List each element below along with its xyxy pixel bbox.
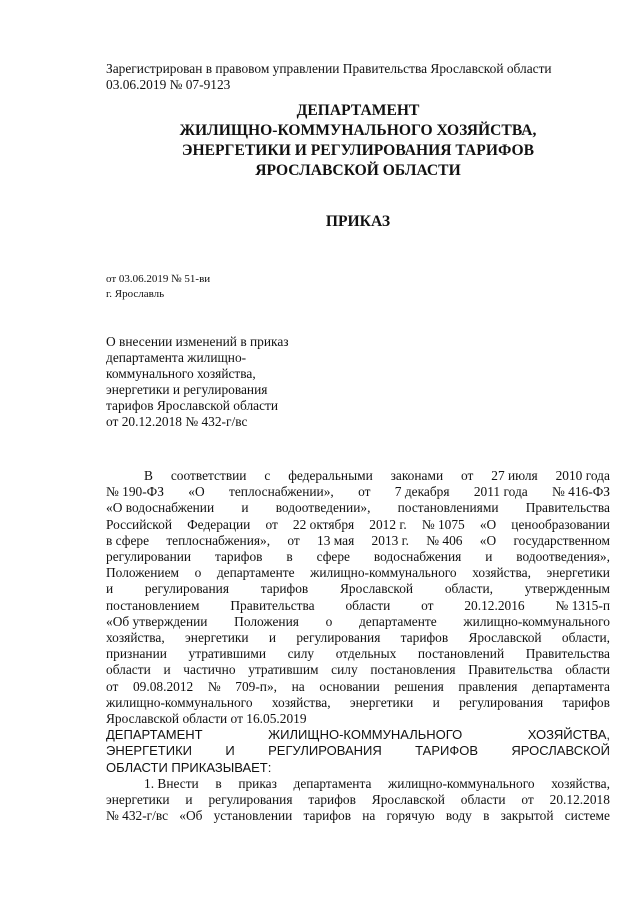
word: закрытой: [500, 808, 554, 824]
word: о: [325, 613, 333, 629]
word: хозяйства,: [551, 775, 610, 791]
text-line: [106, 581, 610, 597]
word: № 416-ФЗ: [552, 484, 610, 500]
word: силу: [331, 662, 358, 678]
word: ЯРОСЛАВСКОЙ: [511, 743, 610, 759]
word: ЭНЕРГЕТИКИ: [106, 743, 192, 759]
word: Ярославской: [340, 581, 414, 597]
word: на: [291, 678, 305, 694]
order-meta: [106, 272, 210, 302]
word: департамента: [293, 775, 372, 791]
word: И: [225, 743, 235, 759]
word: в: [215, 775, 222, 791]
subject-line: энергетики и регулирования: [106, 382, 268, 397]
decree-statement: [106, 727, 610, 759]
text-line: [106, 646, 610, 662]
text-line: [106, 468, 610, 484]
word: с: [264, 468, 271, 483]
word: ЖИЛИЩНО-КОММУНАЛЬНОГО: [268, 727, 463, 743]
word: «О: [479, 516, 497, 532]
word: тарифов: [303, 808, 352, 824]
word: в: [286, 549, 293, 565]
word: 1. Внести: [144, 775, 199, 791]
word: «О: [479, 532, 497, 548]
word: постановления: [370, 662, 456, 678]
word: постановлений: [417, 646, 505, 662]
registration-stamp: [106, 61, 626, 93]
word: от: [265, 516, 278, 532]
word: от: [287, 532, 300, 548]
word: теплоснабжении»,: [229, 484, 334, 500]
word: тарифов: [214, 549, 263, 565]
word: 2010 года: [555, 468, 610, 483]
word: 27 июля: [491, 468, 538, 483]
word: водоотведении»,: [275, 500, 371, 516]
text-line: [106, 484, 610, 500]
department-header: [106, 101, 610, 181]
word: и: [432, 694, 440, 710]
word: области: [345, 597, 391, 613]
word: Ярославской: [371, 792, 445, 808]
word: № 406: [426, 532, 463, 548]
word: № 432-г/вс: [106, 808, 169, 824]
word: области,: [561, 630, 610, 646]
word: приказ: [238, 775, 277, 791]
word: сфере: [316, 549, 350, 565]
word: области: [106, 662, 151, 678]
text-line: [106, 792, 610, 808]
word: Правительства: [525, 500, 610, 516]
word: и: [485, 549, 493, 565]
word: Правительства: [468, 662, 553, 678]
word: 2011 года: [473, 484, 528, 500]
word: № 1075: [421, 516, 465, 532]
word: области,: [444, 581, 493, 597]
word: жилищно-коммунального: [388, 775, 535, 791]
word: Положением: [106, 565, 180, 581]
word: правления: [458, 678, 518, 694]
order-subject: [106, 334, 356, 430]
word: утратившими: [188, 646, 266, 662]
text-line: [106, 598, 610, 614]
word: основании: [319, 678, 380, 694]
word: системе: [564, 808, 610, 824]
word: Ярославской: [468, 630, 542, 646]
subject-line: коммунального хозяйства,: [106, 366, 256, 381]
text-line: [106, 630, 610, 646]
word: 7 декабря: [394, 484, 450, 500]
text-line: [106, 533, 610, 549]
word: 22 октября: [292, 516, 355, 532]
word: федеральными: [288, 468, 373, 483]
item-1-paragraph: [106, 776, 610, 825]
order-title: ПРИКАЗ: [325, 213, 391, 230]
word: Российской: [106, 516, 172, 532]
word: «О: [188, 484, 205, 500]
word: на: [362, 808, 376, 824]
word: регулирования: [296, 630, 381, 646]
word: и: [185, 792, 193, 808]
text-line: [106, 517, 610, 533]
word: области: [460, 792, 506, 808]
word: хозяйства,: [271, 694, 331, 710]
word: энергетики: [546, 565, 610, 581]
word: №: [207, 678, 221, 694]
subject-line: тарифов Ярославской области: [106, 398, 279, 413]
word: тарифов: [260, 581, 309, 597]
text-line: [106, 808, 610, 824]
word: «О водоснабжении: [106, 500, 215, 516]
word: установлении: [213, 808, 293, 824]
department-line: ЖИЛИЩНО-КОММУНАЛЬНОГО ХОЗЯЙСТВА,: [179, 122, 537, 139]
text-line: [106, 614, 610, 630]
word: и: [241, 500, 249, 516]
word: водоотведения»,: [516, 549, 610, 565]
order-date-number: от 03.06.2019 № 51-ви: [106, 273, 211, 285]
word: области: [565, 662, 610, 678]
word: жилищно-коммунального: [106, 694, 253, 710]
word: департаменте: [358, 613, 437, 629]
word: тарифов: [308, 792, 356, 808]
word: «Об: [179, 808, 203, 824]
decree-last-line: ОБЛАСТИ ПРИКАЗЫВАЕТ:: [106, 759, 272, 775]
order-body: [106, 468, 610, 824]
preamble-paragraph: [106, 468, 610, 711]
word: в сфере: [106, 532, 150, 548]
word: хозяйства,: [106, 630, 165, 646]
word: жилищно-коммунального: [463, 613, 610, 629]
registration-number: 03.06.2019 № 07-9123: [106, 77, 231, 92]
word: Правительства: [525, 646, 610, 662]
word: признании: [106, 646, 167, 662]
word: отдельных: [335, 646, 397, 662]
word: от: [521, 792, 534, 808]
text-line: [106, 500, 610, 516]
preamble-last-line: Ярославской области от 16.05.2019: [106, 711, 307, 727]
text-line: [106, 679, 610, 695]
word: энергетики: [106, 792, 170, 808]
subject-line: от 20.12.2018 № 432-г/вс: [106, 414, 248, 429]
word: ценообразовании: [511, 516, 610, 532]
word: В: [144, 468, 153, 483]
word: от: [421, 597, 434, 613]
word: департаменте: [216, 565, 295, 581]
word: регулирования: [144, 581, 229, 597]
word: № 1315-п: [555, 597, 610, 613]
department-line: ЯРОСЛАВСКОЙ ОБЛАСТИ: [255, 162, 461, 179]
word: решения: [394, 678, 444, 694]
word: в: [483, 808, 490, 824]
word: теплоснабжения»,: [166, 532, 271, 548]
department-line: ЭНЕРГЕТИКИ И РЕГУЛИРОВАНИЯ ТАРИФОВ: [181, 142, 535, 159]
word: государственном: [513, 532, 610, 548]
word: о: [194, 565, 202, 581]
text-line: [106, 662, 610, 678]
department-line: ДЕПАРТАМЕНТ: [296, 102, 420, 119]
word: регулирования: [208, 792, 293, 808]
word: № 190-ФЗ: [106, 484, 164, 500]
word: ТАРИФОВ: [415, 743, 479, 759]
text-line: [106, 743, 610, 759]
word: департамента: [532, 678, 610, 694]
word: жилищно-коммунального: [310, 565, 457, 581]
order-city: г. Ярославль: [106, 288, 165, 300]
word: 2013 г.: [371, 532, 410, 548]
subject-line: департамента жилищно-: [106, 350, 247, 365]
word: «Об утверждении: [106, 613, 208, 629]
word: утвержденным: [524, 581, 610, 597]
word: ДЕПАРТАМЕНТ: [106, 727, 203, 743]
word: от: [106, 678, 119, 694]
word: силу: [287, 646, 315, 662]
word: РЕГУЛИРОВАНИЯ: [268, 743, 382, 759]
word: 13 мая: [317, 532, 355, 548]
word: 09.08.2012: [132, 678, 194, 694]
word: 20.12.2018: [549, 792, 610, 808]
word: частично: [183, 662, 236, 678]
word: Положения: [234, 613, 299, 629]
word: и: [106, 581, 114, 597]
subject-line: О внесении изменений в приказ: [106, 334, 289, 349]
text-line: [106, 695, 610, 711]
word: 2012 г.: [369, 516, 407, 532]
text-line: [106, 727, 610, 743]
word: Федерации: [187, 516, 251, 532]
word: энергетики: [349, 694, 414, 710]
text-line: [106, 549, 610, 565]
word: постановлением: [106, 597, 200, 613]
word: постановлениями: [397, 500, 499, 516]
word: ХОЗЯЙСТВА,: [527, 727, 610, 743]
text-line: [106, 565, 610, 581]
word: утратившим: [248, 662, 319, 678]
word: 20.12.2016: [464, 597, 525, 613]
word: от: [461, 468, 474, 483]
word: Правительства: [230, 597, 315, 613]
registration-line: Зарегистрирован в правовом управлении Правительства Ярославской области: [106, 61, 552, 76]
word: воду: [445, 808, 472, 824]
word: регулирования: [459, 694, 544, 710]
word: водоснабжения: [373, 549, 462, 565]
text-line: [106, 776, 610, 792]
word: и: [163, 662, 171, 678]
word: и: [268, 630, 277, 646]
word: горячую: [386, 808, 435, 824]
word: соответствии: [170, 468, 247, 483]
word: хозяйства,: [472, 565, 531, 581]
word: от: [358, 484, 371, 500]
word: регулировании: [106, 549, 192, 565]
word: энергетики: [185, 630, 249, 646]
word: 709-п»,: [235, 678, 278, 694]
word: тарифов: [562, 694, 610, 710]
word: законами: [390, 468, 444, 483]
word: тарифов: [400, 630, 449, 646]
